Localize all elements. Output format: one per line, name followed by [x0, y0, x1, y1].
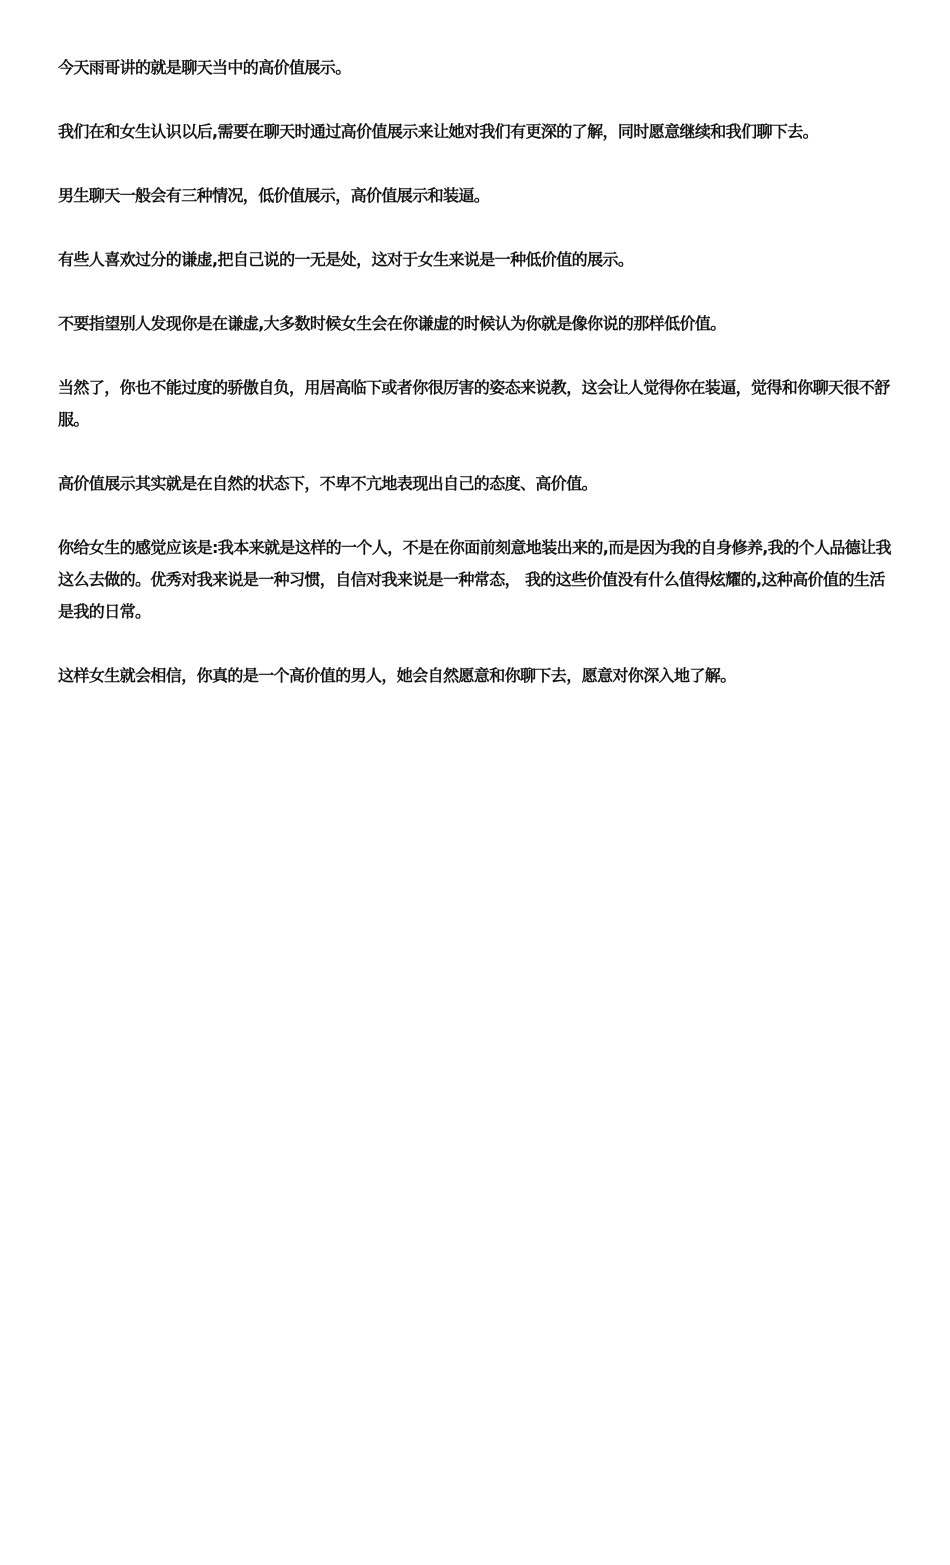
paragraph-7: 高价值展示其实就是在自然的状态下，不卑不亢地表现出自己的态度、高价值。	[58, 474, 598, 493]
paragraph-1: 今天雨哥讲的就是聊天当中的高价值展示。	[58, 58, 351, 77]
paragraph-4: 有些人喜欢过分的谦虚,把自己说的一无是处，这对于女生来说是一种低价值的展示。	[58, 250, 634, 269]
paragraph-3: 男生聊天一般会有三种情况，低价值展示，高价值展示和装逼。	[58, 186, 490, 205]
article-body	[58, 52, 896, 724]
paragraph-2: 我们在和女生认识以后,需要在聊天时通过高价值展示来让她对我们有更深的了解，同时愿意继续和我们聊下去。	[58, 122, 819, 141]
paragraph-6: 当然了，你也不能过度的骄傲自负，用居高临下或者你很厉害的姿态来说教，这会让人觉得你在装逼，觉得和你聊天很不舒服。	[58, 378, 890, 429]
paragraph-8: 你给女生的感觉应该是:我本来就是这样的一个人，不是在你面前刻意地装出来的,而是因为我的自身修养,我的个人品德让我这么去做的。优秀对我来说是一种习惯，自信对我来说是一种常态， 我的这些价值没有什么值得炫耀的,这种高价值的生活是我的日常。	[58, 538, 891, 621]
paragraph-5: 不要指望别人发现你是在谦虚,大多数时候女生会在你谦虚的时候认为你就是像你说的那样低价值。	[58, 314, 726, 333]
paragraph-9: 这样女生就会相信，你真的是一个高价值的男人，她会自然愿意和你聊下去，愿意对你深入地了解。	[58, 666, 736, 685]
